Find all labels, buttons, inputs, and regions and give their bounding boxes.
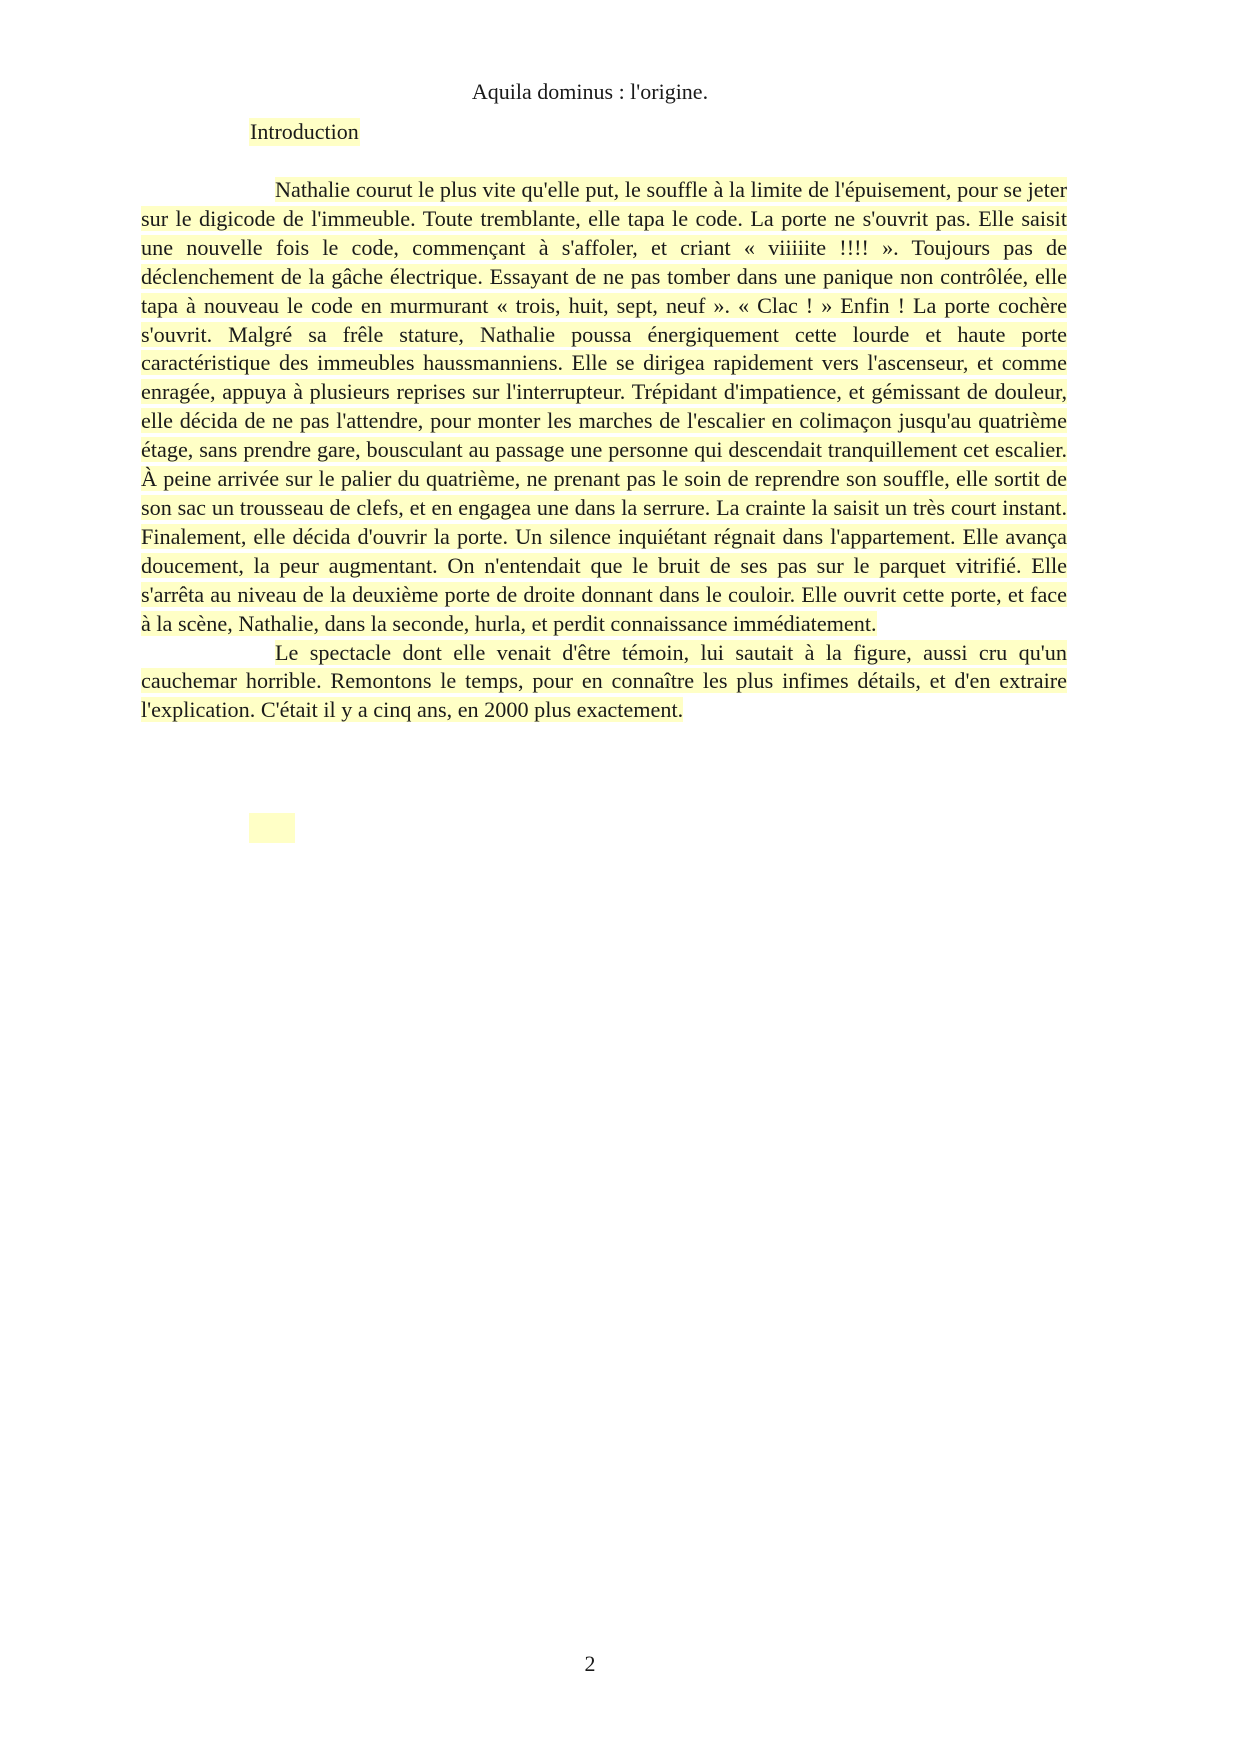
paragraph (141, 176, 1067, 639)
body-text (141, 176, 1067, 725)
empty-highlight-mark (249, 813, 295, 843)
paragraph-text: Nathalie courut le plus vite qu'elle put, le souffle à la limite de l'épuisement, pour se jeter sur le digicode de l'immeuble. Toute tremblante, elle tapa le code. La porte ne s'ouvrit pas. Elle saisit une nouvelle fois le code, commençant à s'affoler, et criant « viiiiite !!!! ». Toujours pas de déclenchement de la gâche électrique. Essayant de ne pas tomber dans une panique non contrôlée, elle tapa à nouveau le code en murmurant « trois, huit, sept, neuf ». « Clac ! » Enfin ! La porte cochère s'ouvrit. Malgré sa frêle stature, Nathalie poussa énergiquement cette lourde et haute porte caractéristique des immeubles haussmanniens. Elle se dirigea rapidement vers l'ascenseur, et comme enragée, appuya à plusieurs reprises sur l'interrupteur. Trépidant d'impatience, et gémissant de douleur, elle décida de ne pas l'attendre, pour monter les marches de l'escalier en colimaçon jusqu'au quatrième étage, sans prendre gare, bousculant au passage une personne qui descendait tranquillement cet escalier. À peine arrivée sur le palier du quatrième, ne prenant pas le soin de reprendre son souffle, elle sortit de son sac un trousseau de clefs, et en engagea une dans la serrure. La crainte la saisit un très court instant. Finalement, elle décida d'ouvrir la porte. Un silence inquiétant régnait dans l'appartement. Elle avança doucement, la peur augmentant. On n'entendait que le bruit de ses pas sur le parquet vitrifié. Elle s'arrêta au niveau de la deuxième porte de droite donnant dans le couloir. Elle ouvrit cette porte, et face à la scène, Nathalie, dans la seconde, hurla, et perdit connaissance immédiatement. (141, 177, 1067, 636)
section-title: Introduction (250, 119, 359, 144)
running-header: Aquila dominus : l'origine. (471, 79, 709, 104)
paragraph (141, 639, 1067, 726)
paragraph-text: Le spectacle dont elle venait d'être témoin, lui sautait à la figure, aussi cru qu'un cauchemar horrible. Remontons le temps, pour en connaître les plus infimes détails, et d'en extraire l'explication. C'était il y a cinq ans, en 2000 plus exactement. (141, 639, 1067, 723)
page-number: 2 (584, 1651, 596, 1676)
